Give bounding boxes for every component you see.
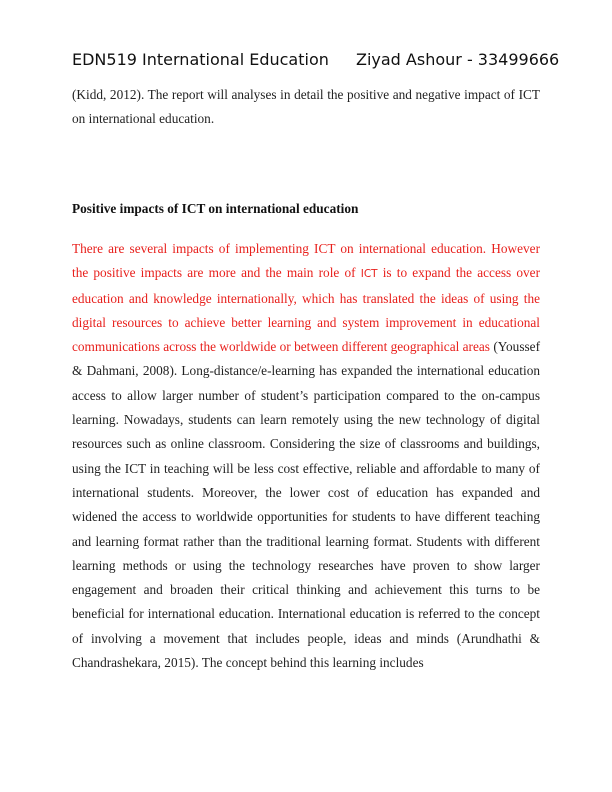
highlighted-acronym: ICT <box>360 268 378 281</box>
author-name-id: Ziyad Ashour - 33499666 <box>356 50 560 69</box>
body-paragraph <box>72 237 540 675</box>
section-heading: Positive impacts of ICT on international education <box>72 201 359 216</box>
body-text: (Youssef & Dahmani, 2008). Long-distance/e-learning has expanded the international education access to allow larger number of student’s participation compared to the on-campus learning. Nowadays, students can learn remotely using the new technology of digital resources such as online classroom. Considering the size of classrooms and buildings, using the ICT in teaching will be less cost effective, reliable and affordable to many of international students. Moreover, the lower cost of education has expanded and widened the access to worldwide opportunities for students to have different teaching and learning format rather than the traditional learning format. Students with different learning methods or using the technology researches have proven to show larger engagement and broaden their critical thinking and achievement this turns to be beneficial for international education. International education is referred to the concept of involving a movement that includes people, ideas and minds (Arundhathi & Chandrashekara, 2015). The concept behind this learning includes <box>72 339 540 671</box>
course-title: EDN519 International Education <box>72 50 329 69</box>
page-header <box>72 50 560 72</box>
intro-paragraph: (Kidd, 2012). The report will analyses in detail the positive and negative impact of ICT on international education. <box>72 87 540 127</box>
highlighted-text-1: There are several impacts of implementing ICT on international education. However the positive impacts are more and the main role of <box>72 241 540 281</box>
highlighted-text-2: is to expand the access over education and knowledge internationally, which has translated the ideas of using the digital resources to achieve better learning and system improvement in educational communications across the worldwide or between different geographical areas <box>72 265 541 355</box>
